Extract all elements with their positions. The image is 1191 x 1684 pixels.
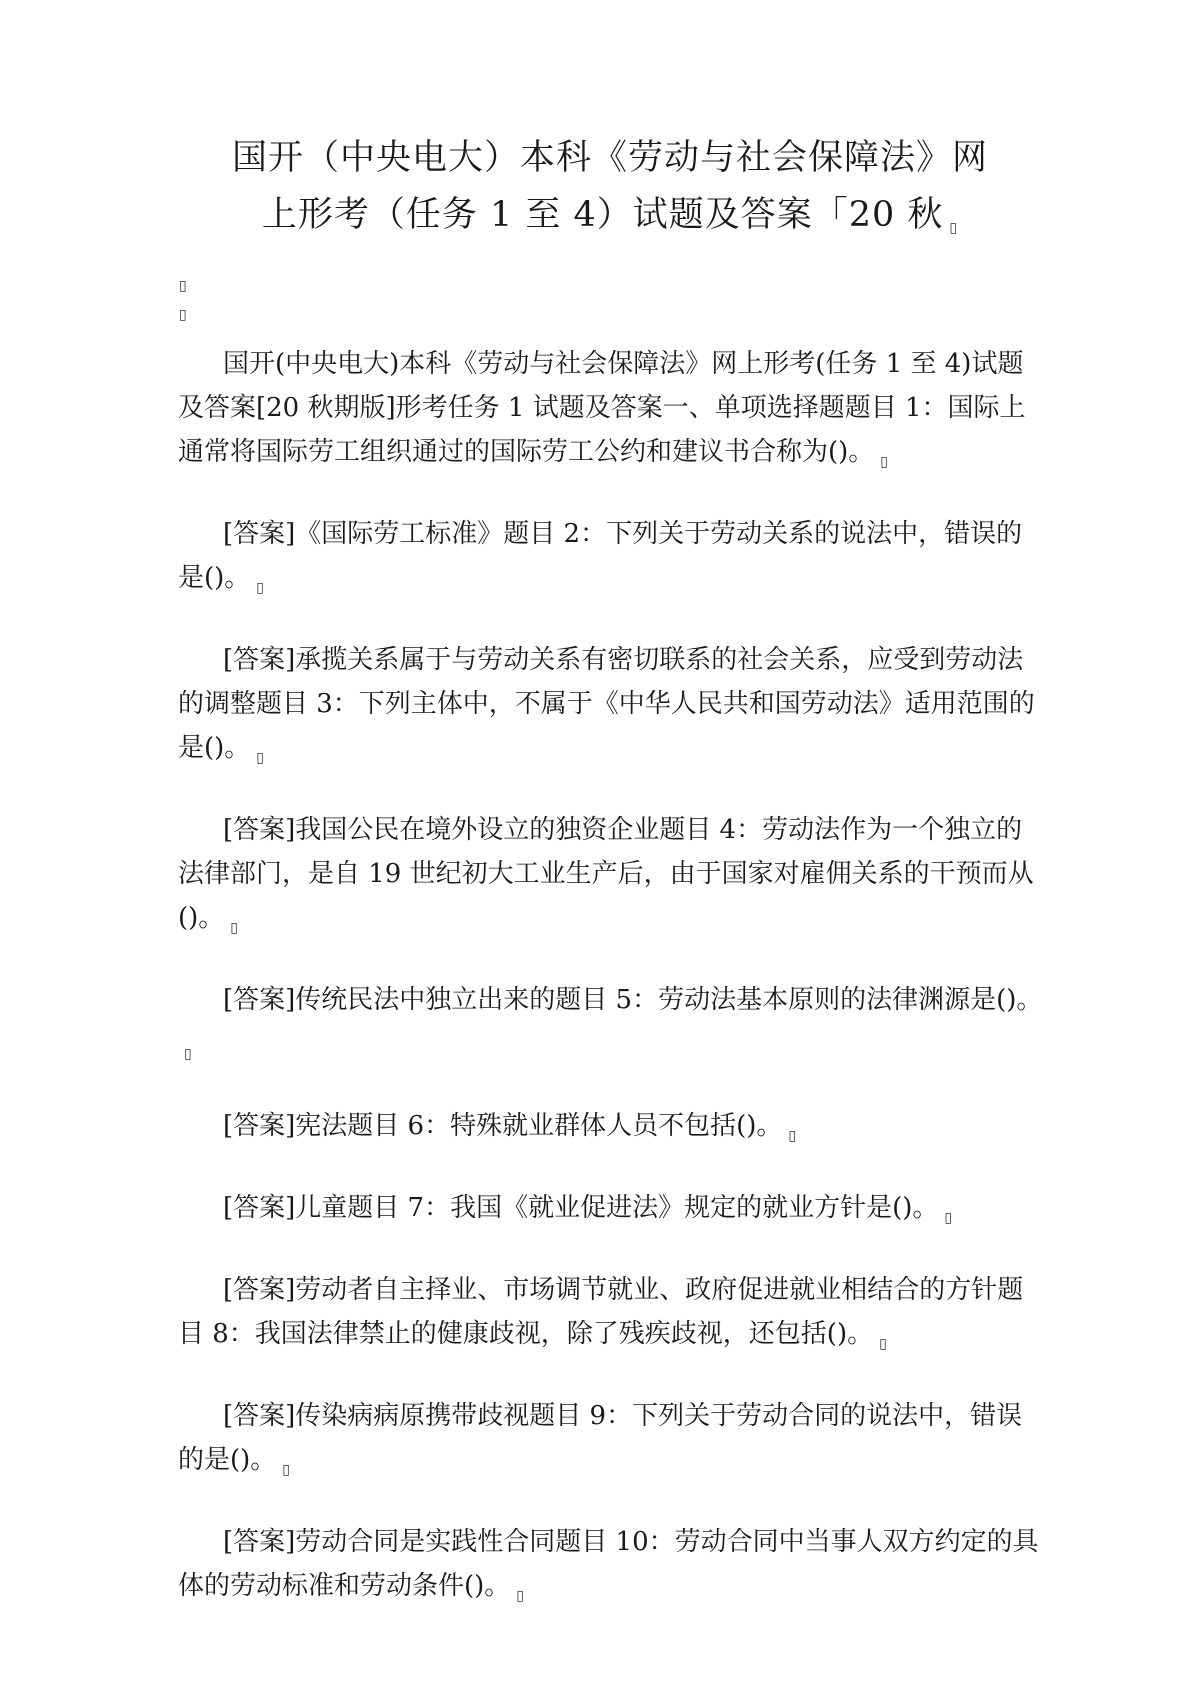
paragraph: [答案]传统民法中独立出来的题目 5：劳动法基本原则的法律渊源是()。$_▯$: [184, 985, 1043, 1062]
paragraph: [答案]儿童题目 7：我国《就业促进法》规定的就业方针是()。 $_▯$: [223, 1193, 953, 1226]
missing-glyph-mark: ▯: [944, 1210, 953, 1226]
paragraph: [答案]我国公民在境外设立的独资企业题目 4：劳动法作为一个独立的法律部门，是自 19 世纪初大工业生产后，由于国家对雇佣关系的干预而从()。 $_▯$: [178, 815, 1034, 936]
paragraph: [答案]劳动合同是实践性合同题目 10：劳动合同中当事人双方约定的具体的劳动标准和劳动条件()。 $_▯$: [178, 1527, 1039, 1604]
title-line-2: 上形考（任务 1 至 4）试题及答案「20 秋 ▯: [261, 195, 959, 236]
missing-glyph-mark: ▯: [256, 750, 265, 766]
missing-glyph-marks: [179, 272, 187, 330]
missing-glyph-mark: ▯: [256, 580, 265, 596]
document-title: [200, 130, 1020, 257]
paragraph: [答案]《国际劳工标准》题目 2：下列关于劳动关系的说法中，错误的是()。 $_▯$: [178, 519, 1023, 596]
paragraph: [答案]宪法题目 6：特殊就业群体人员不包括()。 $_▯$: [223, 1111, 797, 1144]
missing-glyph-mark: ▯: [282, 1462, 291, 1478]
missing-glyph-mark: ▯: [880, 454, 889, 470]
title-line-1: 国开（中央电大）本科《劳动与社会保障法》网: [231, 138, 988, 178]
missing-glyph-mark: ▯: [949, 220, 959, 236]
missing-glyph-mark: ▯: [184, 1046, 192, 1062]
paragraph: [答案]传染病病原携带歧视题目 9：下列关于劳动合同的说法中，错误的是()。 $_▯$: [178, 1401, 1023, 1478]
missing-glyph-mark: ▯: [516, 1588, 525, 1604]
missing-glyph-mark: ▯: [179, 307, 187, 323]
missing-glyph-mark: ▯: [230, 920, 239, 936]
paragraph: 国开(中央电大)本科《劳动与社会保障法》网上形考(任务 1 至 4)试题及答案[20 秋期版]形考任务 1 试题及答案一、单项选择题题目 1：国际上通常将国际劳工组织通过的国际劳工公约和建议书合称为()。 $_▯$: [178, 349, 1026, 470]
document-body: [178, 342, 1048, 1646]
missing-glyph-mark: ▯: [179, 278, 187, 294]
missing-glyph-mark: ▯: [788, 1128, 797, 1144]
paragraph: [答案]承揽关系属于与劳动关系有密切联系的社会关系，应受到劳动法的调整题目 3：下列主体中，不属于《中华人民共和国劳动法》适用范围的是()。 $_▯$: [178, 645, 1035, 766]
missing-glyph-mark: ▯: [879, 1336, 887, 1352]
paragraph: [答案]劳动者自主择业、市场调节就业、政府促进就业相结合的方针题目 8：我国法律禁止的健康歧视，除了残疾歧视，还包括()。 $_▯$: [178, 1275, 1024, 1352]
